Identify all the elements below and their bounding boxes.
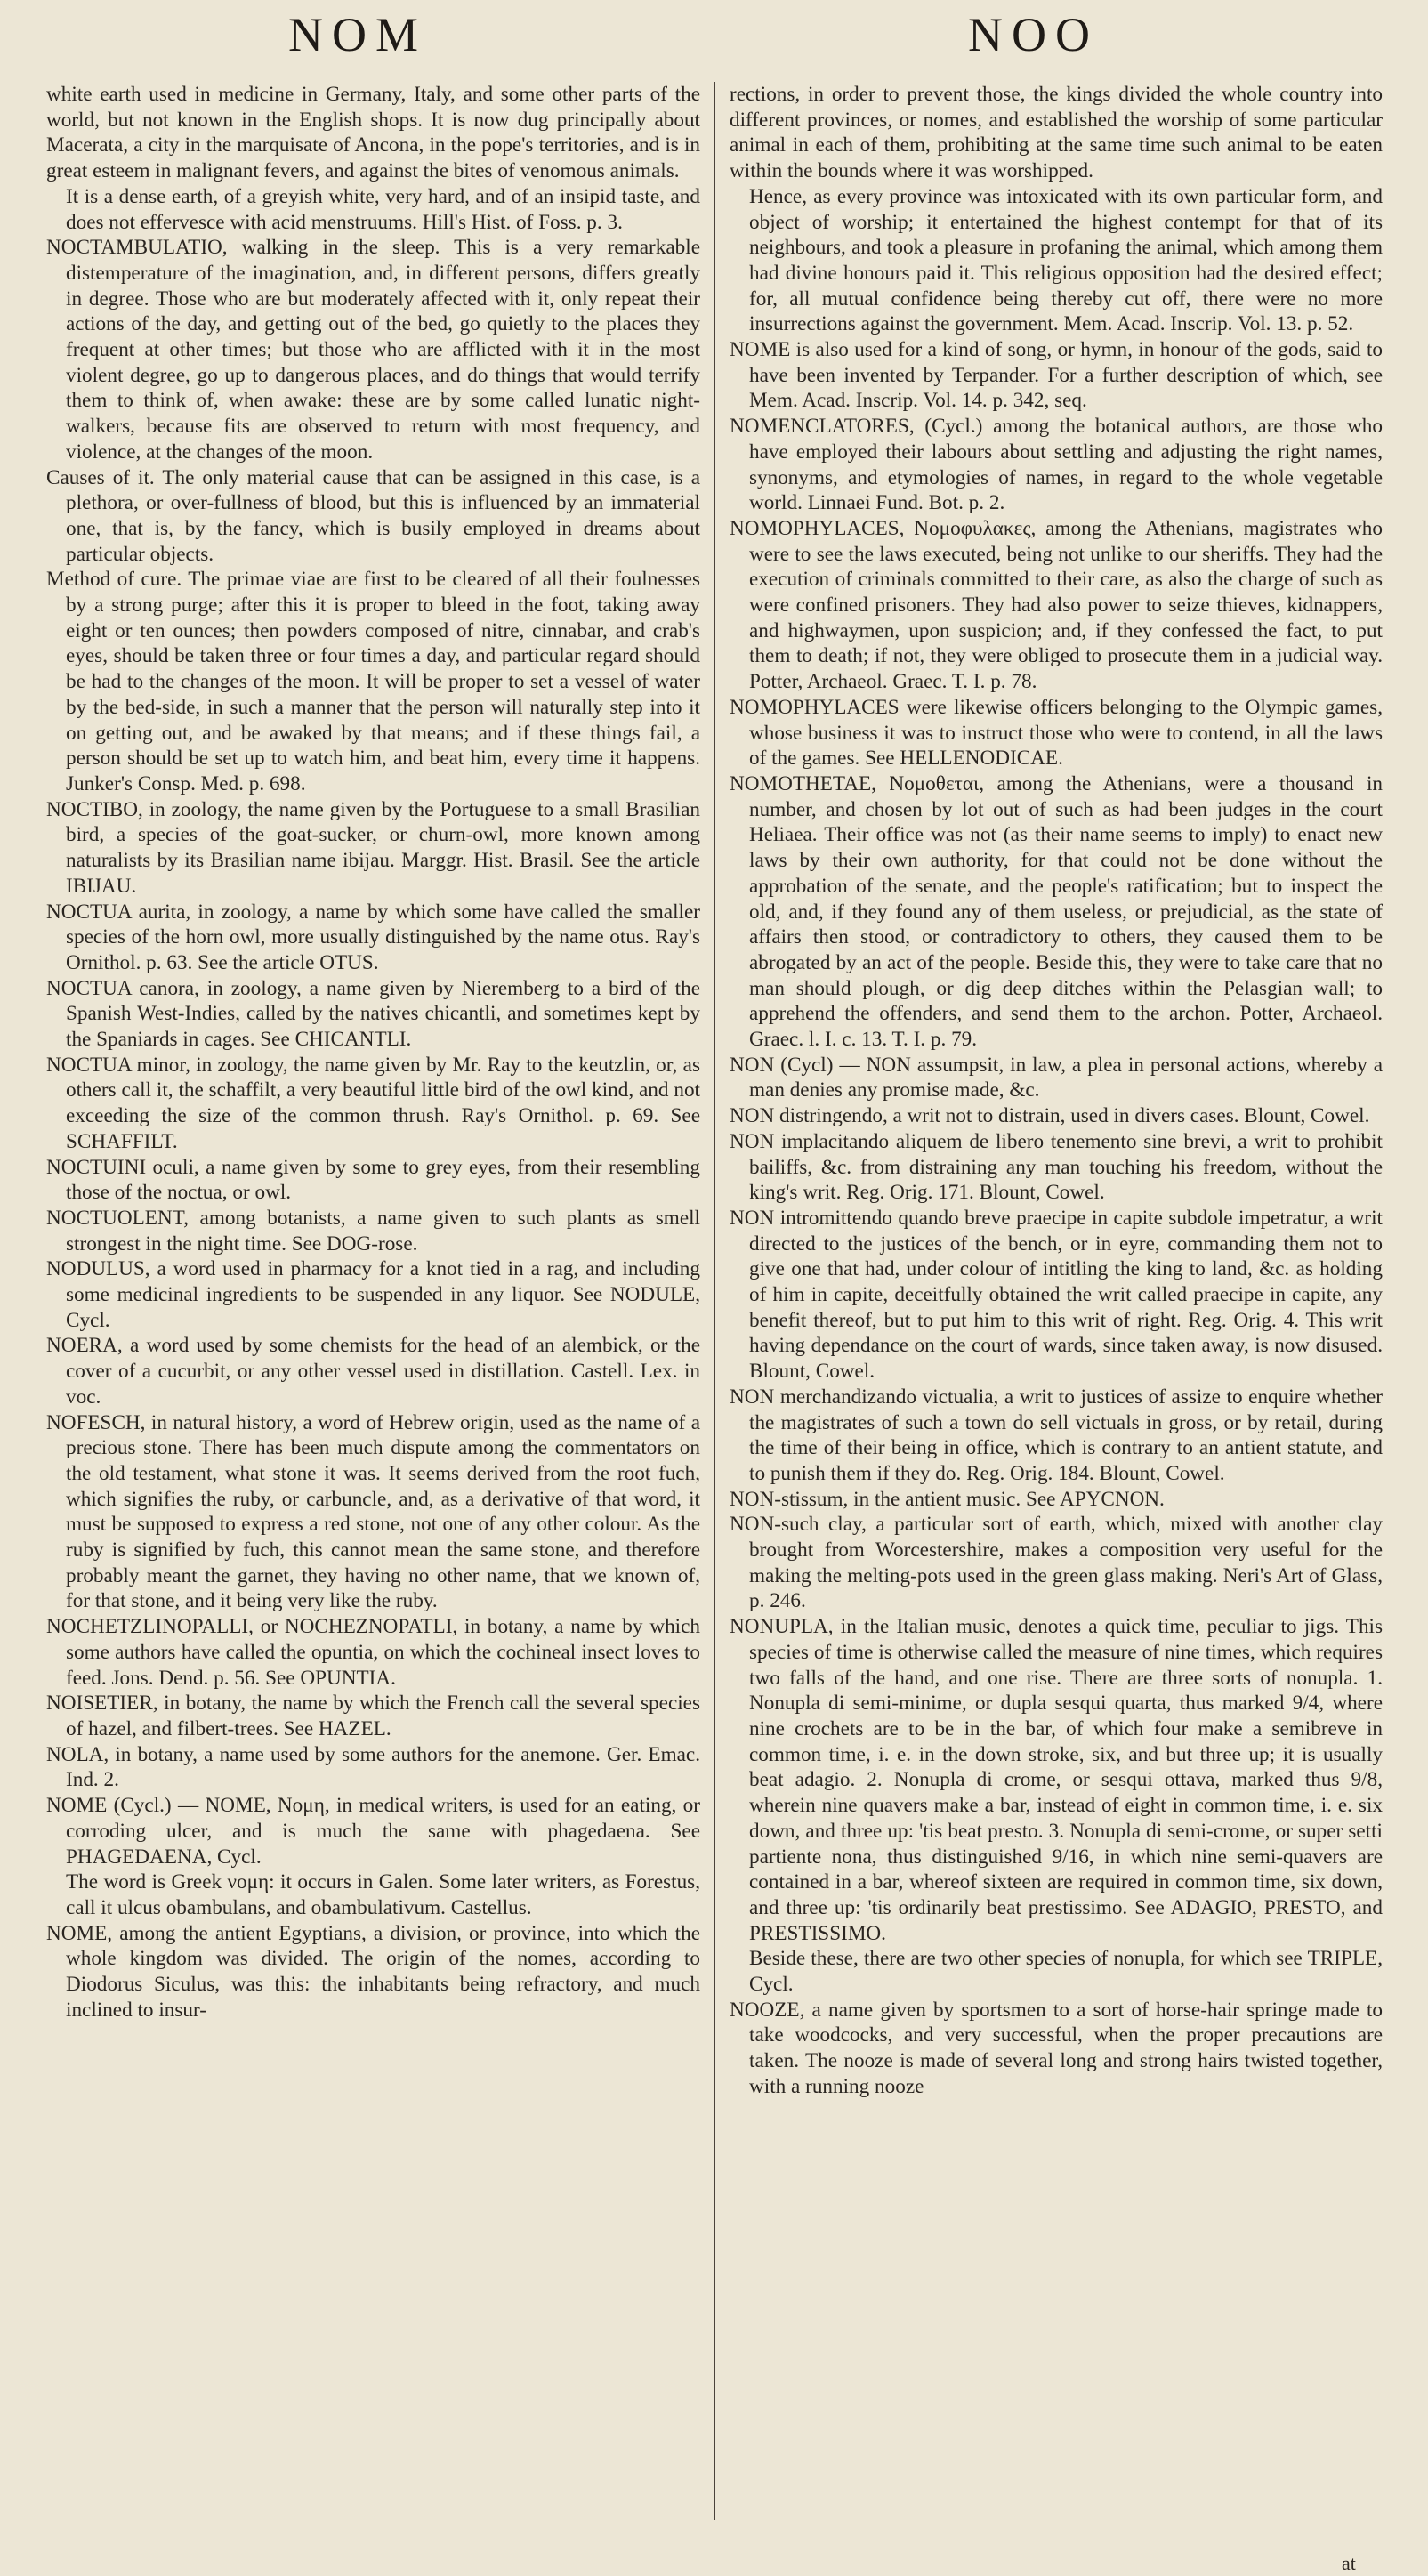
dictionary-entry: NOFESCH, in natural history, a word of Hebrew origin, used as the name of a precious stone. There has been much dispute among the commentators on the old testament, what stone it was. It seems derived from the root fuch, which signifies the ruby, or carbuncle, and, as a derivative of that word, it must be supposed to express a red stone, not one of any other colour. As the ruby is signified by fuch, this cannot mean the same stone, and therefore probably meant the garnet, they having no other name, that we known of, for that stone, and it being very like the ruby. [46,1410,700,1613]
dictionary-entry: Causes of it. The only material cause that can be assigned in this case, is a plethora, or over-fullness of blood, but this is influenced by an immaterial one, that is, by the fancy, which is busily employed in dreams about particular objects. [46,465,700,566]
dictionary-entry: NOCTAMBULATIO, walking in the sleep. This is a very remarkable distemperature of the imagination, and, in different persons, differs greatly in degree. Those who are but moderately affected with it, only repeat their actions of the day, and getting out of the bed, go quietly to the places they frequent at other times; but those who are afflicted with it in the most violent degree, go up to dangerous places, and do things that would terrify them to think of, when awake: these are by some called lunatic night-walkers, because fits are observed to return with most frequency, and violence, at the changes of the moon. [46,236,700,464]
dictionary-entry: NOLA, in botany, a name used by some authors for the anemone. Ger. Emac. Ind. 2. [46,1742,700,1792]
dictionary-entry: white earth used in medicine in Germany, Italy, and some other parts of the world, but not known in the English shops. It is now dug principally about Macerata, a city in the marquisate of Ancona, in the pope's territories, and is in great esteem in malignant fevers, and against the bites of venomous animals. [46,83,700,183]
dictionary-entry: NONUPLA, in the Italian music, denotes a quick time, peculiar to jigs. This species of time is otherwise called the measure of nine times, which requires two falls of the hand, and one rise. There are three sorts of nonupla. 1. Nonupla di semi-minime, or dupla sesqui quarta, thus marked 9/4, where nine crochets are to be in the bar, of which four make a semibreve in common time, i. e. in the down stroke, six, and but three up; it is usually beat adagio. 2. Nonupla di crome, or sesqui ottava, marked thus 9/8, wherein nine quavers make a bar, instead of eight in common time, i. e. six down, and three up: 'tis beat presto. 3. Nonupla di semi-crome, or super setti partiente nona, thus distinguished 9/16, in which nine semi-quavers are contained in a bar, whereof sixteen are required in common time, six down, and three up: 'tis ordinarily beat prestissimo. See ADAGIO, PRESTO, and PRESTISSIMO. [730,1615,1383,1945]
dictionary-entry: NON merchandizando victualia, a writ to justices of assize to enquire whether the magistrates of such a town do sell victuals in gross, or by retail, during the time of their being in office, which is contrary to an antient statute, and to punish them if they do. Reg. Orig. 184. Blount, Cowel. [730,1385,1383,1485]
running-head-right: NOO [968,8,1099,61]
dictionary-entry: NOMOPHYLACES, Νομοφυλακες, among the Athenians, magistrates who were to see the laws executed, being not unlike to our sheriffs. They had the execution of criminals committed to their care, as also the charge of such as were confined prisoners. They had also power to seize thieves, kidnappers, and highwaymen, upon suspicion; and, if they confessed the fact, to put them to death; if not, they were obliged to prosecute them in a judicial way. Potter, Archaeol. Graec. T. I. p. 78. [730,516,1383,694]
left-column [46,82,700,2556]
running-head-left: NOM [288,8,428,61]
dictionary-entry: rections, in order to prevent those, the kings divided the whole country into different provinces, or nomes, and established the worship of some particular animal in each of them, prohibiting at the same time such animal to be eaten within the bounds where it was worshipped. [730,83,1383,183]
dictionary-entry: NON-stissum, in the antient music. See APYCNON. [730,1487,1165,1511]
dictionary-entry: NOCTIBO, in zoology, the name given by the Portuguese to a small Brasilian bird, a species of the goat-sucker, or churn-owl, more known among naturalists by its Brasilian name ibijau. Marggr. Hist. Brasil. See the article IBIJAU. [46,797,700,898]
dictionary-entry: NOCTUOLENT, among botanists, a name given to such plants as smell strongest in the night time. See DOG-rose. [46,1206,700,1256]
running-head [0,7,1428,69]
dictionary-entry: NOCTUA canora, in zoology, a name given by Nieremberg to a bird of the Spanish West-Indies, called by the natives chicantli, and sometimes kept by the Spaniards in cages. See CHICANTLI. [46,976,700,1052]
dictionary-entry: Hence, as every province was intoxicated with its own particular form, and object of worship; it entertained the highest contempt for that of its neighbours, and took a pleasure in profaning the animal, which among them had divine honours paid it. This religious opposition had the desired effect; for, all mutual confidence being thereby cut off, there were no more insurrections against the government. Mem. Acad. Inscrip. Vol. 13. p. 52. [749,184,1383,336]
dictionary-entry: NOMOPHYLACES were likewise officers belonging to the Olympic games, whose business it was to instruct those who were to contend, in all the laws of the games. See HELLENODICAE. [730,695,1383,771]
dictionary-entry: NOME (Cycl.) — NOME, Νομη, in medical writers, is used for an eating, or corroding ulcer, and is much the same with phagedaena. See PHAGEDAENA, Cycl. [46,1794,700,1869]
dictionary-entry: Beside these, there are two other species of nonupla, for which see TRIPLE, Cycl. [749,1947,1383,1997]
dictionary-entry: NON implacitando aliquem de libero tenemento sine brevi, a writ to prohibit bailiffs, &c. from distraining any man touching his freedom, without the king's writ. Reg. Orig. 171. Blount, Cowel. [730,1129,1383,1205]
dictionary-entry: NOCHETZLINOPALLI, or NOCHEZNOPATLI, in botany, a name by which some authors have called the opuntia, on which the cochineal insect loves to feed. Jons. Dend. p. 56. See OPUNTIA. [46,1615,700,1690]
dictionary-entry: NOERA, a word used by some chemists for the head of an alembick, or the cover of a cucurbit, or any other vessel used in distillation. Castell. Lex. in voc. [46,1334,700,1409]
dictionary-entry: NON distringendo, a writ not to distrain, used in divers cases. Blount, Cowel. [730,1104,1370,1128]
dictionary-entry: NOCTUA aurita, in zoology, a name by which some have called the smaller species of the horn owl, more usually distinguished by the name otus. Ray's Ornithol. p. 63. See the article OTUS. [46,900,700,974]
dictionary-entry: Method of cure. The primae viae are first to be cleared of all their foulnesses by a strong purge; after this it is proper to bleed in the foot, taking away eight or ten ounces; then powders composed of nitre, cinnabar, and crab's eyes, should be taken three or four times a day, and particular regard should be had to the changes of the moon. It will be proper to set a vessel of water by the bed-side, in such a manner that the person will naturally step into it on getting out, and be awaked by that means; and if these things fail, a person should be set up to watch him, and beat him, every time it happens. Junker's Consp. Med. p. 698. [46,568,700,795]
dictionary-entry: NOMOTHETAE, Νομοθεται, among the Athenians, were a thousand in number, and chosen by lot out of such as had been judges in the court Heliaea. Their office was not (as their name seems to imply) to enact new laws by their own authority, for that could not be done without the approbation of the senate, and the people's ratification; but to inspect the old, and, if they found any of them useless, or prejudicial, as the state of affairs then stood, or contradictory to others, they caused them to be abrogated by an act of the people. Beside this, they were to take care that no man should plough, or dig deep ditches within the Pelasgian wall; to apprehend the offenders, and send them to the archon. Potter, Archaeol. Graec. l. I. c. 13. T. I. p. 79. [730,771,1383,1052]
dictionary-entry: The word is Greek νομη: it occurs in Galen. Some later writers, as Forestus, call it ulcus obambulans, and obambulativum. Castellus. [66,1870,700,1919]
right-column [730,82,1383,2556]
dictionary-entry: NOCTUA minor, in zoology, the name given by Mr. Ray to the keutzlin, or, as others call it, the schaffilt, a very beautiful little bird of the owl kind, and not exceeding the size of the common thrush. Ray's Ornithol. p. 69. See SCHAFFILT. [46,1053,700,1153]
catchword: at [1342,2552,1356,2574]
dictionary-entry: It is a dense earth, of a greyish white, very hard, and of an insipid taste, and does not effervesce with acid menstruums. Hill's Hist. of Foss. p. 3. [66,184,700,234]
dictionary-entry: NODULUS, a word used in pharmacy for a knot tied in a rag, and including some medicinal ingredients to be suspended in any liquor. See NODULE, Cycl. [46,1257,700,1332]
dictionary-entry: NOOZE, a name given by sportsmen to a sort of horse-hair springe made to take woodcocks, and very successful, when the proper precautions are taken. The nooze is made of several long and strong hairs twisted together, with a running nooze [730,1998,1383,2098]
dictionary-entry: NOMENCLATORES, (Cycl.) among the botanical authors, are those who have employed their labours about settling and adjusting the right names, synonyms, and etymologies of names, in regard to the whole vegetable world. Linnaei Fund. Bot. p. 2. [730,415,1383,515]
dictionary-entry: NOME, among the antient Egyptians, a division, or province, into which the whole kingdom was divided. The origin of the nomes, according to Diodorus Siculus, was this: the inhabitants being refractory, and much inclined to insur- [46,1921,700,2022]
dictionary-entry: NOISETIER, in botany, the name by which the French call the several species of hazel, and filbert-trees. See HAZEL. [46,1692,700,1740]
dictionary-entry: NON intromittendo quando breve praecipe in capite subdole impetratur, a writ directed to the justices of the bench, or in eyre, commanding them not to give one that had, under colour of intitling the king to land, &c. as holding of him in capite, deceitfully obtained the writ called praecipe in capite, any benefit thereof, but to put him to this writ of right. Reg. Orig. 4. This writ having dependance on the court of wards, since taken away, is now disused. Blount, Cowel. [730,1206,1383,1384]
column-rule [714,82,715,2520]
dictionary-entry: NON (Cycl) — NON assumpsit, in law, a plea in personal actions, whereby a man denies any promise made, &c. [730,1053,1383,1102]
dictionary-entry: NOCTUINI oculi, a name given by some to grey eyes, from their resembling those of the noctua, or owl. [46,1155,700,1205]
dictionary-entry: NON-such clay, a particular sort of earth, which, mixed with another clay brought from Worcestershire, makes a composition very useful for the making the melting-pots used in the green glass making. Neri's Art of Glass, p. 246. [730,1513,1383,1613]
dictionary-entry: NOME is also used for a kind of song, or hymn, in honour of the gods, said to have been invented by Terpander. For a further description of which, see Mem. Acad. Inscrip. Vol. 14. p. 342, seq. [730,338,1383,413]
